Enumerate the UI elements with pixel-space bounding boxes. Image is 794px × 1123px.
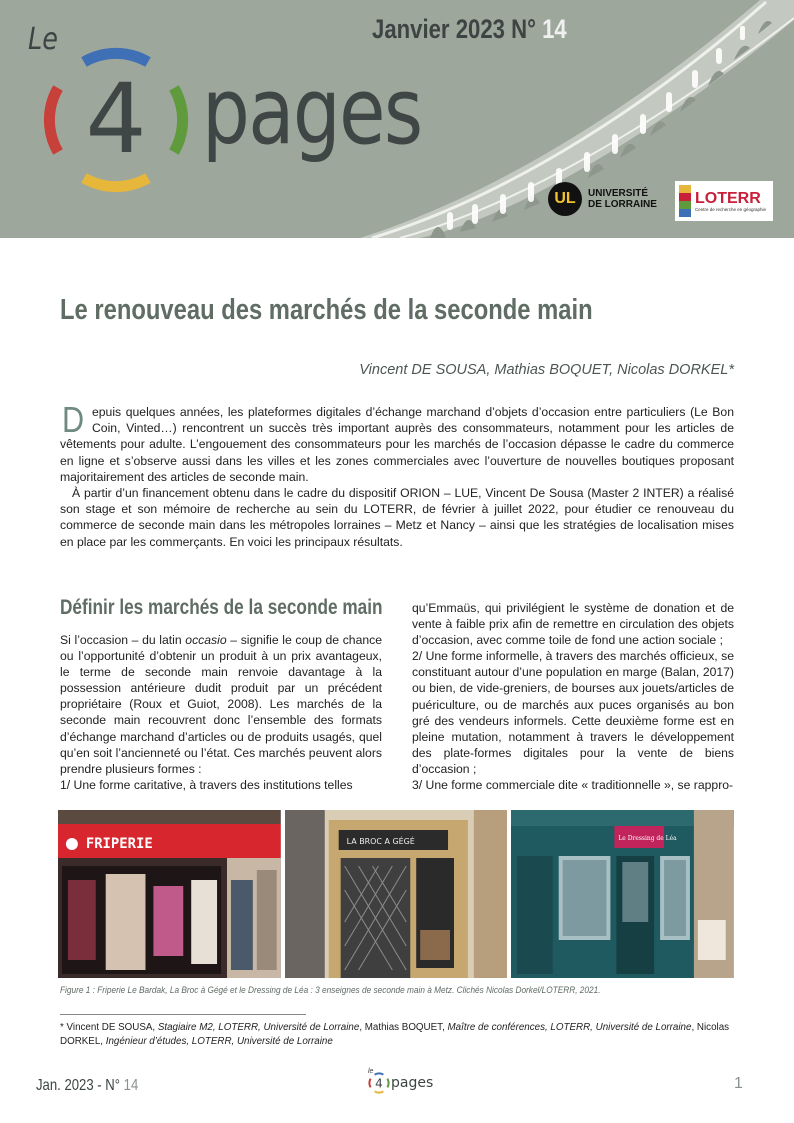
footer-issue: Jan. 2023 - N° 14: [36, 1077, 139, 1094]
article-authors: Vincent DE SOUSA, Mathias BOQUET, Nicolas DORKEL*: [359, 362, 734, 378]
left-paragraph-1: Si l’occasion – du latin occasio – signifie le coup de chance ou l’opportunité d’obtenir un produit à un prix avantageux, le terme de seconde main renvoie davantage à la possession antérieure dudit produit par un précédent propriétaire (Roux et Guiot, 2008). Les marchés de la seconde main recouvrent donc l’ensemble des formats d’échange marchand d’articles ou de produits usagés, quel qu’en soit l’ancienneté ou l’état. Ces marchés peuvent alors prendre plusieurs formes :: [60, 633, 382, 776]
footnote: * Vincent DE SOUSA, Stagiaire M2, LOTERR, Université de Lorraine, Mathias BOQUET, Maître de conférences, LOTERR, Université de Lorraine, Nicolas DORKEL, Ingénieur d’études, LOTERR, Université de Lorraine: [60, 1022, 730, 1047]
photo-broc-a-gege: [285, 810, 508, 978]
loterr-name: LOTERR: [695, 189, 761, 207]
issue-prefix: Janvier 2023 N°: [372, 14, 536, 44]
footnote-divider: [60, 1014, 306, 1015]
ul-name-line2: DE LORRAINE: [588, 199, 657, 210]
right-paragraph-2: 2/ Une forme informelle, à travers des marchés officieux, se constituant autour d’une population en marge (Balan, 2017) ou bien, de vide-greniers, de bourses aux jouets/articles de puériculture, ou de marchés aux puces organisés au bon gré des vendeurs informels. Cette deuxième forme est en pleine mutation, notamment à travers le développement des plate-formes digitales pour la vente de biens d’occasion ;: [412, 649, 734, 776]
footer-logo-le: le: [368, 1068, 374, 1075]
masthead: [0, 0, 794, 238]
brand-le: Le: [28, 22, 58, 57]
broc-sign: LA BROC A GÉGÉ: [346, 836, 415, 847]
svg-text:4: 4: [375, 1076, 383, 1091]
ul-name-line1: UNIVERSITÉ: [588, 188, 649, 199]
dressing-sign: Le Dressing de Léa: [618, 834, 677, 843]
issue-label: [372, 14, 567, 45]
brand-ring-logo: [36, 40, 196, 200]
photo-dressing-de-lea: [511, 810, 734, 978]
right-paragraph-3: 3/ Une forme commerciale dite « traditionnelle », se rappro-: [412, 778, 734, 793]
drop-cap: D: [61, 399, 85, 440]
left-column: [60, 632, 382, 793]
article-title: Le renouveau des marchés de la seconde main: [60, 294, 593, 326]
brand-number: 4: [85, 63, 147, 175]
intro-paragraph-2: À partir d’un financement obtenu dans le cadre du dispositif ORION – LUE, Vincent De Sousa (Master 2 INTER) a réalisé son stage et son mémoire de recherche au sein du LOTERR, de février à juillet 2022, pour étudier ce renouveau du commerce de seconde main dans les métropoles lorraines – Metz et Nancy – ainsi que les stratégies de localisation mises en place par les commerçants. En voici les principaux résultats.: [60, 486, 734, 549]
footer-logo-pages: pages: [391, 1075, 434, 1091]
footer-logo: [368, 1068, 434, 1094]
photo-friperie: [58, 810, 281, 978]
right-column: [412, 600, 734, 793]
loterr-logo: [675, 181, 773, 221]
figure-photos: [58, 810, 734, 978]
friperie-sign: FRIPERIE: [85, 835, 153, 853]
footer-ring-icon: [368, 1072, 390, 1094]
issue-number: 14: [542, 14, 567, 44]
section-title: Définir les marchés de la seconde main: [60, 596, 383, 619]
intro: [60, 399, 734, 550]
loterr-subtitle: Centre de recherche en géographie: [695, 206, 767, 212]
ul-badge-icon: UL: [548, 182, 582, 216]
universite-de-lorraine-logo: [548, 182, 657, 216]
figure-caption: Figure 1 : Friperie Le Bardak, La Broc à Gégé et le Dressing de Léa : 3 enseignes de seconde main à Metz. Clichés Nicolas Dorkel/LOTERR, 2021.: [60, 985, 601, 995]
page-number: 1: [734, 1075, 743, 1092]
intro-paragraph-1: Depuis quelques années, les plateformes digitales d’échange marchand d’objets d’occasion entre particuliers (Le Bon Coin, Vinted…) rencontrent un succès très important auprès des consommateurs, notamment pour les articles de vêtements pour adulte. L’engouement des consommateurs pour les marchés de l’occasion dépasse le cadre du commerce en ligne et s’observe aussi dans les villes et les zones commerciales avec l’ouverture de nouvelles boutiques proposant majoritairement des articles de seconde main.: [60, 399, 734, 484]
left-paragraph-2: 1/ Une forme caritative, à travers des institutions telles: [60, 777, 353, 792]
loterr-color-mark-icon: [679, 185, 691, 217]
right-paragraph-1: qu’Emmaüs, qui privilégient le système de donation et de vente à faible prix afin de remettre en circulation des objets d’occasion, avec comme toile de fond une action sociale ;: [412, 601, 734, 648]
brand-pages: pages: [202, 58, 422, 165]
